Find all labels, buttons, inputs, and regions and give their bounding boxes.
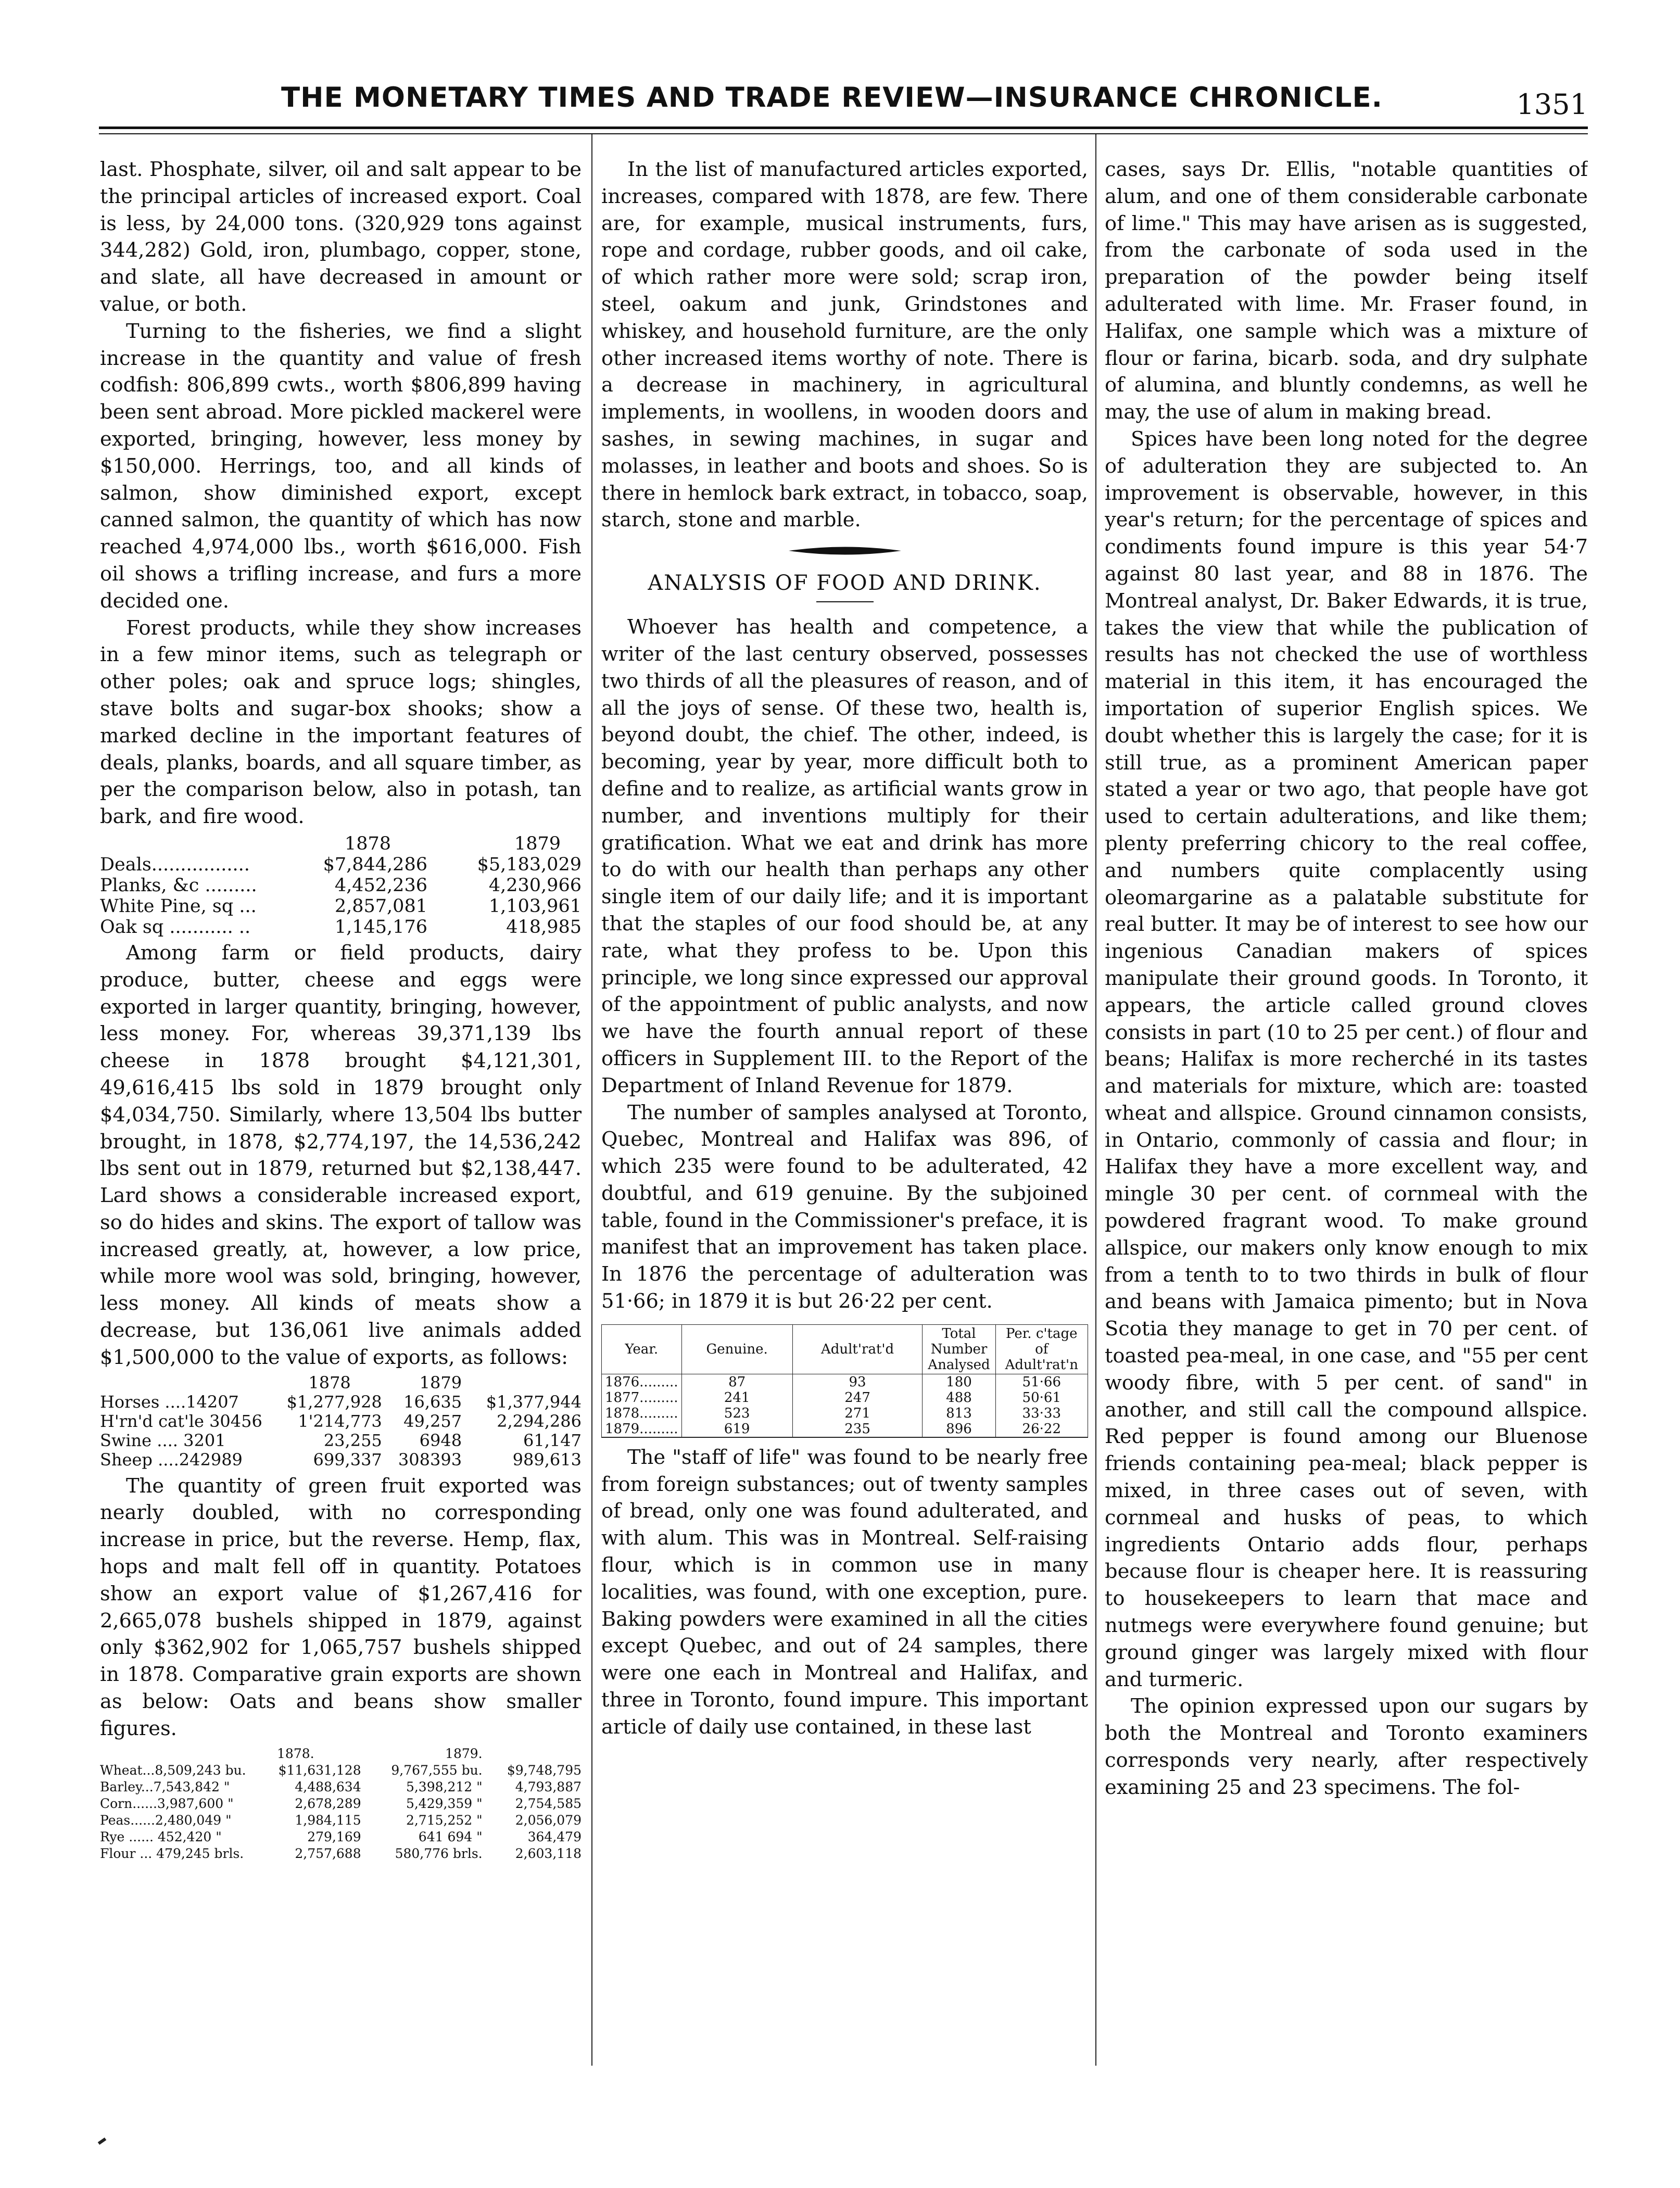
forest-products-table [100,833,582,938]
table-header: 1879 [514,833,561,854]
table-cell: $11,631,128 [278,1762,361,1778]
table-cell: 5,429,359 " [406,1795,483,1811]
table-row [100,917,582,938]
table-cell: Flour ... 479,245 brls. [100,1845,244,1861]
table-cell: 2,757,688 [295,1845,361,1861]
table-header: 1878 [344,833,391,854]
table-header: Per. c'tage of Adult'rat'n [995,1324,1088,1374]
table-cell: 4,230,966 [488,875,582,896]
table-cell: 93 [792,1374,923,1390]
table-cell: 241 [681,1390,792,1406]
table-cell: 2,056,079 [515,1812,582,1828]
paragraph: In the list of manufactured articles exported, increases, compared with 1878, are few. There are, for example, musical instruments, furs, rope and cordage, rubber goods, and oil cake, of which rather more were sold; scrap iron, steel, oakum and junk, Grindstones and whiskey, and household furniture, are the only other increased items worthy of note. There is a decrease in machinery, in agricultural implements, in woollens, in wooden doors and sashes, in sewing machines, in sugar and molasses, in leather and boots and shoes. So is there in hemlock bark extract, in tobacco, soap, starch, stone and marble. [601,158,1088,532]
table-row [100,1829,582,1845]
table-cell: 1,145,176 [334,916,427,938]
column-divider [591,134,592,2066]
page-title: THE MONETARY TIMES AND TRADE REVIEW—INSURANCE CHRONICLE. [281,82,1383,113]
ink-mark [98,2138,107,2145]
table-row [100,854,582,875]
table-cell [100,1373,262,1393]
paragraph: The number of samples analysed at Toronto, Quebec, Montreal and Halifax was 896, of which 235 were found to be adulterated, 42 doubtful, and 619 genuine. By the subjoined table, found in the Commissioner's preface, it is manifest that an improvement has taken place. In 1876 the percentage of adulteration was 51·66; in 1879 it is but 26·22 per cent. [601,1101,1088,1313]
paragraph: Turning to the fisheries, we find a slight increase in the quantity and value of fresh codfish: 806,899 cwts., worth $806,899 having been sent abroad. More pickled mackerel were exported, bringing, however, less money by $150,000. Herrings, too, and all kinds of salmon, show diminished export, except canned salmon, the quantity of which has now reached 4,974,000 lbs., worth $616,000. Fish oil shows a trifling increase, and furs a more decided one. [100,319,582,613]
table-cell: 989,613 [512,1449,582,1470]
table-row [100,1845,582,1862]
table-cell: Planks, &c ......... [100,875,257,896]
table-cell: 271 [792,1406,923,1421]
table-row [100,875,582,896]
table-cell: $5,183,029 [477,854,582,875]
table-cell: 488 [923,1390,995,1406]
table-cell: 49,257 [403,1411,462,1431]
table-row [100,1762,582,1779]
table-cell: 523 [681,1406,792,1421]
table-cell: $7,844,286 [323,854,427,875]
table-cell: 279,169 [307,1829,361,1844]
column-divider [1095,134,1096,2066]
table-cell: 87 [681,1374,792,1390]
animals-table [100,1373,582,1470]
ornamental-rule [788,544,902,558]
table-cell: 61,147 [523,1430,582,1450]
table-cell: 2,715,252 " [406,1812,483,1828]
table-cell: 1879......... [602,1421,682,1437]
table-cell: 1,984,115 [295,1812,361,1828]
column-1 [100,156,582,2082]
table-cell: 33·33 [995,1406,1088,1421]
table-cell: 4,793,887 [515,1779,582,1794]
adulteration-table [601,1324,1088,1438]
section-rule [816,601,874,602]
table-header: Year. [602,1324,682,1374]
table-row [602,1374,1088,1390]
table-cell: 247 [792,1390,923,1406]
table-header: 1878 [308,1372,351,1393]
table-row [100,1412,582,1431]
table-cell: Barley...7,543,842 " [100,1779,230,1794]
table-header: 1878. [277,1746,314,1761]
table-cell: 1876......... [602,1374,682,1390]
table-cell: 51·66 [995,1374,1088,1390]
table-cell: 619 [681,1421,792,1437]
table-cell: Peas......2,480,049 " [100,1812,232,1828]
table-cell [462,1373,582,1393]
table-cell: White Pine, sq ... [100,895,257,917]
table-cell: 235 [792,1421,923,1437]
table-cell: 5,398,212 " [406,1779,483,1794]
table-cell [100,833,273,854]
table-row [602,1421,1088,1437]
table-header: 1879. [445,1746,483,1761]
paragraph: The opinion expressed upon our sugars by both the Montreal and Toronto examiners corresponds very nearly, after respectively examining 25 and 23 specimens. The fol- [1105,1694,1588,1799]
table-cell: 2,857,081 [334,895,427,917]
table-cell: 9,767,555 bu. [391,1762,483,1778]
table-cell: Rye ...... 452,420 " [100,1829,222,1844]
paragraph: Spices have been long noted for the degree of adulteration they are subjected to. An improvement is observable, however, in this year's return; for the percentage of spices and condiments found impure is this year 54·7 against 80 last year, and 88 in 1876. The Montreal analyst, Dr. Baker Edwards, it is true, takes the view that while the publication of results has not checked the use of worthless material in this item, it has encouraged the importation of superior English spices. We doubt whether this is largely the case; for it is still true, as a prominent American paper stated a year or two ago, that people have got used to certain adulterations, and like them; plenty preferring chicory to the real coffee, and numbers quite complacently using oleomargarine as a palatable substitute for real butter. It may be of interest to see how our ingenious Canadian makers of spices manipulate their ground goods. In Toronto, it appears, the article called ground cloves consists in part (10 to 25 per cent.) of flour and beans; Halifax is more recherché in its tastes and materials for mixture, which are: toasted wheat and allspice. Ground cinnamon consists, in Ontario, commonly of cassia and flour; in Halifax they have a more excellent way, and mingle 30 per cent. of cornmeal with the powdered fragrant wood. To make ground allspice, our makers only know enough to mix from a tenth to to two thirds in bulk of flour and beans with Jamaica pimento; but in Nova Scotia they manage to get in 70 per cent. of toasted pea-meal, in one case, and "55 per cent woody fibre, with 5 per cent. of sand" in another, and still call the compound allspice. Red pepper is found among our Bluenose friends containing pea-meal; black pepper is mixed, in three cases out of seven, with cornmeal and husks of peas, to which ingredients Ontario adds flour, perhaps because flour is cheaper here. It is reassuring to housekeepers to learn that mace and nutmegs were everywhere found genuine; but ground ginger was largely mixed with flour and turmeric. [1105,427,1588,1691]
table-cell [100,1746,249,1762]
table-header: Total Number Analysed [923,1324,995,1374]
paragraph: cases, says Dr. Ellis, "notable quantities of alum, and one of them considerable carbonate of lime." This may have arisen as is suggested, from the carbonate of soda used in the preparation of the powder being itself adulterated with lime. Mr. Fraser found, in Halifax, one sample which was a mixture of flour or farina, bicarb. soda, and dry sulphate of alumina, and bluntly condemns, as well he may, the use of alum in making bread. [1105,158,1588,424]
paragraph: The "staff of life" was found to be nearly free from foreign substances; out of twenty samples of bread, only one was found adulterated, and with alum. This was in Montreal. Self-raising flour, which is in common use in many localities, was found, with one exception, pure. Baking powders were examined in all the cities except Quebec, and out of 24 samples, there were one each in Montreal and Halifax, and three in Toronto, found impure. This important article of daily use contained, in these last [601,1445,1088,1739]
table-cell: 180 [923,1374,995,1390]
table-cell: Corn......3,987,600 " [100,1795,234,1811]
table-cell: Horses ....14207 [100,1392,239,1412]
section-heading: ANALYSIS OF FOOD AND DRINK. [648,571,1042,596]
table-cell: 2,754,585 [515,1795,582,1811]
table-cell: $1,277,928 [286,1392,382,1412]
table-cell [483,1746,582,1762]
table-row [100,896,582,917]
table-cell: $9,748,795 [507,1762,582,1778]
table-header-row [602,1324,1088,1374]
table-cell: 1,103,961 [488,895,582,917]
column-2 [601,156,1088,2082]
page-header [99,70,1588,122]
page-number: 1351 [1516,88,1588,121]
table-header: 1879 [419,1372,462,1393]
table-row [100,1812,582,1829]
table-cell: 2,678,289 [295,1795,361,1811]
table-cell: $1,377,944 [486,1392,582,1412]
paragraph: The quantity of green fruit exported was nearly doubled, with no corresponding increase in price, but the reverse. Hemp, flax, hops and malt fell off in quantity. Potatoes show an export value of $1,267,416 for 2,665,078 bushels shipped in 1879, against only $362,902 for 1,065,757 bushels shipped in 1878. Comparative grain exports are shown as below: Oats and beans show smaller figures. [100,1474,582,1740]
table-row [602,1390,1088,1406]
header-rule-thick [99,127,1588,129]
table-cell: 2,294,286 [497,1411,582,1431]
table-row [100,1431,582,1450]
table-row [100,1779,582,1795]
table-cell: 813 [923,1406,995,1421]
table-cell: H'rn'd cat'le 30456 [100,1411,262,1431]
table-header: Adult'rat'd [792,1324,923,1374]
table-cell: 2,603,118 [515,1845,582,1861]
table-row [100,1795,582,1812]
table-cell: 6948 [419,1430,462,1450]
table-header: Genuine. [681,1324,792,1374]
table-cell: 23,255 [323,1430,382,1450]
table-cell: 364,479 [527,1829,582,1844]
table-cell: Sheep ....242989 [100,1449,243,1470]
table-cell: 1878......... [602,1406,682,1421]
paragraph: Among farm or field products, dairy produce, butter, cheese and eggs were exported in larger quantity, bringing, however, less money. For, whereas 39,371,139 lbs cheese in 1878 brought $4,121,301, 49,616,415 lbs sold in 1879 brought only $4,034,750. Similarly, where 13,504 lbs butter brought, in 1878, $2,774,197, the 14,536,242 lbs sent out in 1879, returned but $2,138,447. Lard shows a considerable increased export, so do hides and skins. The export of tallow was increased greatly, at, however, a low price, while more wool was sold, bringing, however, less money. All kinds of meats show a decrease, but 136,061 live animals added $1,500,000 to the value of exports, as follows: [100,941,582,1369]
table-cell: 16,635 [403,1392,462,1412]
table-cell: 641 694 " [418,1829,483,1844]
table-cell: 26·22 [995,1421,1088,1437]
table-row [100,1393,582,1412]
paragraph: Whoever has health and competence, a writer of the last century observed, possesses two thirds of all the pleasures of reason, and of all the joys of sense. Of these two, health is, beyond doubt, the chief. The other, indeed, is becoming, year by year, more difficult both to define and to realize, as artificial wants grow in number, and inventions multiply for their gratification. What we eat and drink has more to do with our health than perhaps any other single item of our daily life; and it is important that the staples of our food should be, at any rate, what they profess to be. Upon this principle, we long since expressed our approval of the appointment of public analysts, and now we have the fourth annual report of these officers in Supplement III. to the Report of the Department of Inland Revenue for 1879. [601,615,1088,1097]
table-cell: 1877......... [602,1390,682,1406]
table-cell: 308393 [398,1449,462,1470]
table-cell: 1'214,773 [298,1411,382,1431]
paragraph: last. Phosphate, silver, oil and salt appear to be the principal articles of increased export. Coal is less, by 24,000 tons. (320,929 tons against 344,282) Gold, iron, plumbago, copper, stone, and slate, all have decreased in amount or value, or both. [100,158,582,316]
table-cell: Oak sq ........... .. [100,916,251,938]
table-row [100,1450,582,1470]
table-cell: Wheat...8,509,243 bu. [100,1762,246,1778]
table-cell: 4,452,236 [334,875,427,896]
table-cell: Deals................. [100,854,250,875]
table-cell: 699,337 [313,1449,382,1470]
table-row [602,1406,1088,1421]
table-cell: 4,488,634 [295,1779,361,1794]
paragraph: Forest products, while they show increases in a few minor items, such as telegraph or other poles; oak and spruce logs; shingles, stave bolts and sugar-box shooks; show a marked decline in the important features of deals, planks, boards, and all square timber, as per the comparison below, also in potash, tan bark, and fire wood. [100,616,582,829]
table-cell: 896 [923,1421,995,1437]
table-cell: 50·61 [995,1390,1088,1406]
table-cell: 418,985 [506,916,582,938]
header-rule-thin [99,133,1588,134]
table-cell: Swine .... 3201 [100,1430,226,1450]
grain-exports-table [100,1746,582,1862]
column-3 [1105,156,1588,2082]
table-cell: 580,776 brls. [395,1845,483,1861]
